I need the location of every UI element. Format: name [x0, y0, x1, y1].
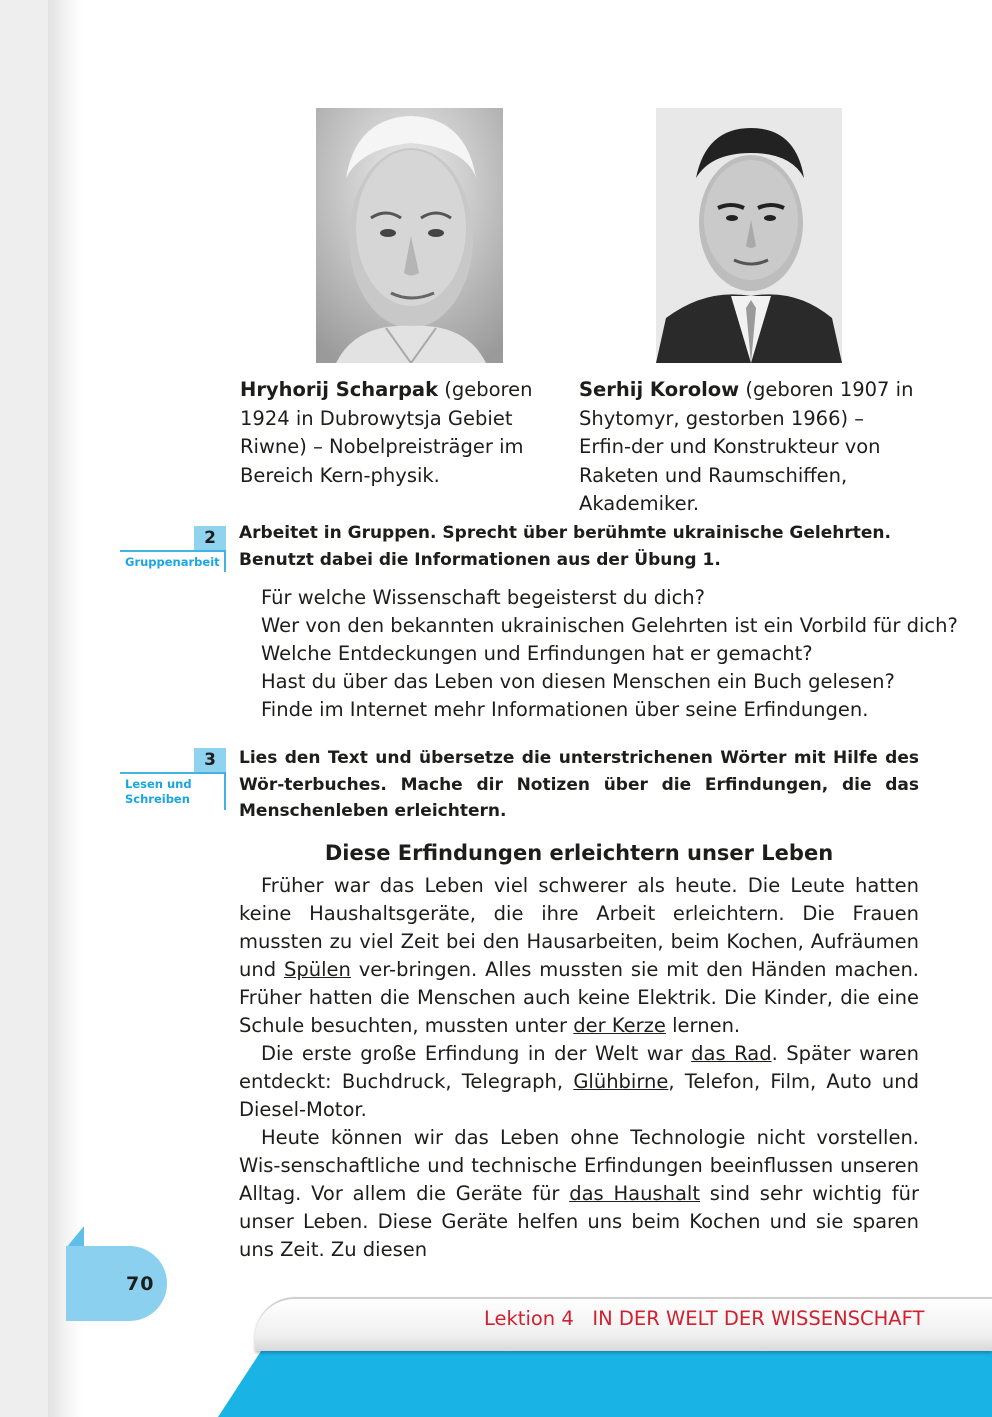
- underlined-word: das Haushalt: [569, 1182, 700, 1205]
- page-number: 70: [126, 1273, 155, 1295]
- exercise-vertical-rule: [224, 772, 226, 810]
- question-list: [261, 584, 958, 724]
- exercise-2-marker: [120, 526, 226, 572]
- footer-lesson-title: Lektion 4 IN DER WELT DER WISSENSCHAFT: [484, 1307, 925, 1330]
- text-run: , Telefon, Film, Auto und Diesel-Motor.: [239, 1070, 919, 1121]
- caption-text: (geboren 1924 in Dubrowytsja Gebiet Riwne) – Nobelpreisträger im Bereich Kern-physik.: [240, 378, 533, 487]
- text-run: lernen.: [665, 1014, 741, 1037]
- exercise-2-instruction: Arbeitet in Gruppen. Sprecht über berühmte ukrainische Gelehrten. Benutzt dabei die Informationen aus der Übung 1.: [239, 523, 891, 570]
- underlined-word: Glühbirne: [573, 1070, 669, 1093]
- paragraph: [239, 1040, 919, 1124]
- footer-band: [218, 1348, 992, 1417]
- reading-text-title: Diese Erfindungen erleichtern unser Leben: [324, 841, 834, 865]
- caption-text: (geboren 1907 in Shytomyr, gestorben 1966) – Erfin-der und Konstrukteur von Raketen und Raumschiffen, Akademiker.: [579, 378, 914, 515]
- caption-scharpak: [240, 376, 572, 490]
- text-run: Früher war das Leben viel schwerer als heute. Die Leute hatten keine Haushaltsgeräte, die ihre Arbeit erleichtern. Die Frauen mussten zu viel Zeit bei den Hausarbeiten, beim Kochen, Aufräumen und: [239, 874, 919, 981]
- question-item: Welche Entdeckungen und Erfindungen hat er gemacht?: [261, 642, 813, 665]
- question-item: Hast du über das Leben von diesen Menschen ein Buch gelesen?: [261, 670, 895, 693]
- exercise-divider: [120, 550, 226, 552]
- exercise-number: 3: [194, 748, 226, 772]
- reading-text-body: [239, 872, 919, 1264]
- portrait-photo-korolow: [656, 108, 842, 363]
- text-run: Die erste große Erfindung in der Welt war: [261, 1042, 692, 1065]
- exercise-label: [125, 777, 192, 807]
- caption-name: Serhij Korolow: [579, 378, 740, 401]
- page-tab-corner: [66, 1226, 84, 1248]
- portrait-photo-scharpak: [316, 108, 503, 363]
- underlined-word: der Kerze: [573, 1014, 666, 1037]
- caption-name: Hryhorij Scharpak: [240, 378, 439, 401]
- page-spine: [0, 0, 48, 1417]
- exercise-3-marker: [120, 748, 226, 812]
- question-item: Wer von den bekannten ukrainischen Gelehrten ist ein Vorbild für dich?: [261, 614, 958, 637]
- text-run: sind sehr wichtig für unser Leben. Diese Geräte helfen uns beim Kochen und sie sparen uns Zeit. Zu diesen: [239, 1182, 919, 1261]
- question-item: Für welche Wissenschaft begeisterst du dich?: [261, 586, 706, 609]
- underlined-word: das Rad: [691, 1042, 772, 1065]
- exercise-3-instruction: Lies den Text und übersetze die unterstrichenen Wörter mit Hilfe des Wör-terbuches. Mache dir Notizen über die Erfindungen, die das Menschenleben erleichtern.: [239, 748, 919, 821]
- text-run: . Später waren entdeckt: Buchdruck, Telegraph,: [239, 1042, 919, 1093]
- exercise-label-line: Lesen und: [125, 777, 192, 791]
- exercise-divider: [120, 772, 226, 774]
- paragraph: [239, 872, 919, 1040]
- exercise-label: Gruppenarbeit: [125, 555, 220, 569]
- text-run: Heute können wir das Leben ohne Technologie nicht vorstellen. Wis-senschaftliche und technische Erfindungen beeinflussen unseren Alltag. Vor allem die Geräte für: [239, 1126, 919, 1205]
- text-run: ver-bringen. Alles mussten sie mit den Händen machen. Früher hatten die Menschen auch keine Elektrik. Die Kinder, die eine Schule besuchten, mussten unter: [239, 958, 919, 1037]
- page-spine-shadow: [48, 0, 83, 1417]
- exercise-label-line: Schreiben: [125, 792, 190, 806]
- exercise-number: 2: [194, 526, 226, 550]
- caption-korolow: [579, 376, 914, 519]
- underlined-word: Spülen: [283, 958, 351, 981]
- question-item: Finde im Internet mehr Informationen über seine Erfindungen.: [261, 698, 869, 721]
- exercise-vertical-rule: [224, 550, 226, 572]
- paragraph: [239, 1124, 919, 1264]
